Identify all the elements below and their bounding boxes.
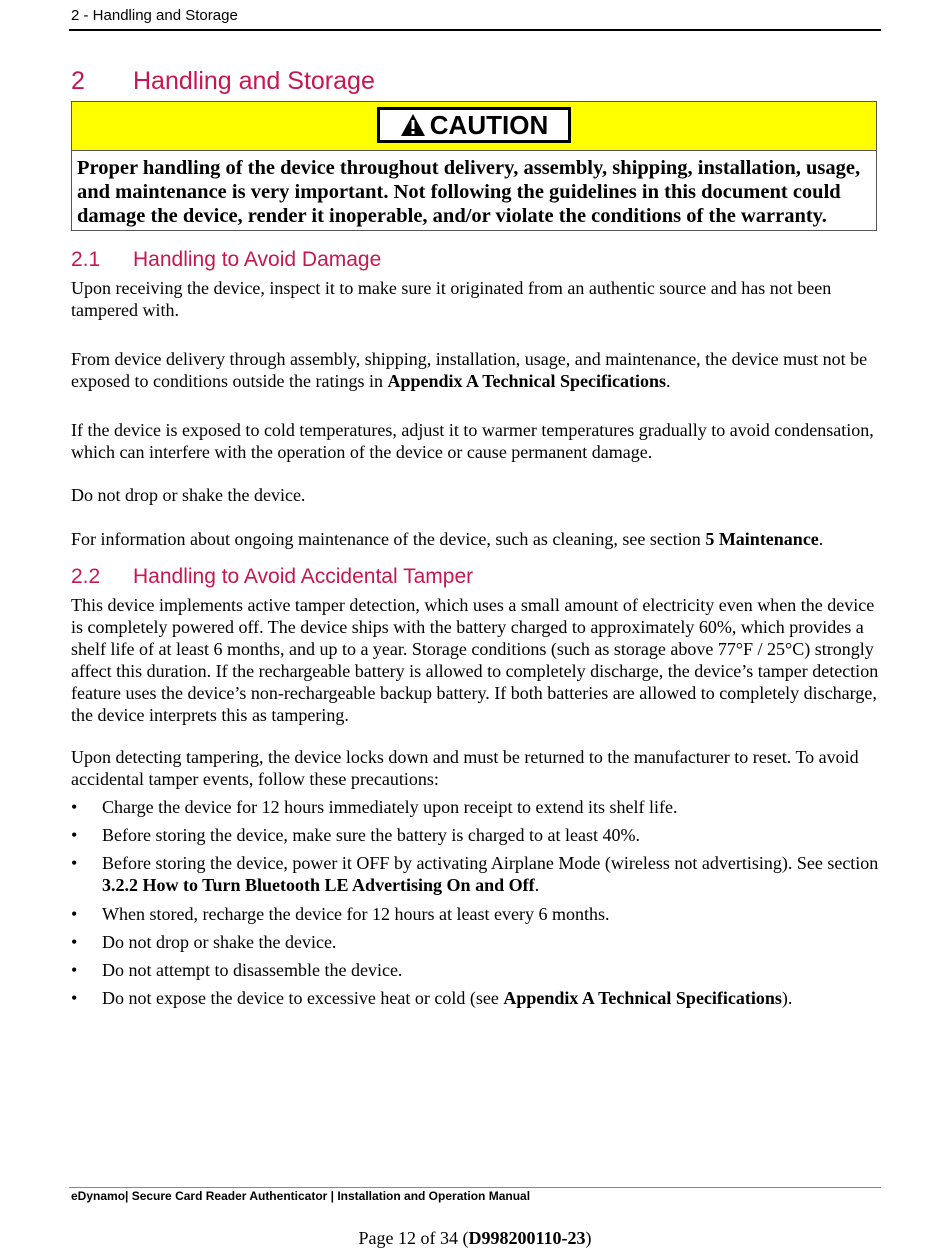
- paragraph: Upon detecting tampering, the device locks down and must be returned to the manufacturer to reset. To avoid accidental tamper events, follow these precautions:: [71, 747, 859, 789]
- paragraph: [71, 348, 883, 392]
- subsection-number: 2.1: [71, 248, 101, 271]
- caution-box: [71, 101, 877, 231]
- page-number-text: ): [585, 1228, 592, 1248]
- running-header: 2 - Handling and Storage: [71, 7, 238, 24]
- section-heading: [71, 67, 375, 96]
- list-item: • When stored, recharge the device for 12 hours at least every 6 months.: [71, 903, 883, 925]
- list-item-text: Do not expose the device to excessive heat or cold (see: [102, 988, 504, 1009]
- paragraph-text: .: [666, 371, 671, 391]
- section-number: 2: [71, 67, 85, 95]
- warning-triangle-icon: [400, 113, 426, 137]
- list-item: • Charge the device for 12 hours immediately upon receipt to extend its shelf life.: [71, 796, 883, 818]
- footer-product-line: eDynamo| Secure Card Reader Authenticator | Installation and Operation Manual: [71, 1189, 531, 1203]
- page-number: [0, 1228, 950, 1249]
- paragraph: This device implements active tamper detection, which uses a small amount of electricity even when the device is completely powered off. The device ships with the battery charged to approximately 60%, which provides a shelf life of at least 6 months, and up to a year. Storage conditions (such as storage above 77°F / 25°C) strongly affect this duration. If the rechargeable battery is allowed to completely discharge, the device’s tamper detection feature uses the device’s non-rechargeable backup battery. If both batteries are allowed to completely discharge, the device interprets this as tampering.: [71, 595, 879, 725]
- paragraph: If the device is exposed to cold temperatures, adjust it to warmer temperatures gradually to avoid condensation, which can interfere with the operation of the device or cause permanent damage.: [71, 420, 874, 462]
- paragraph: [71, 528, 883, 550]
- cross-reference: Appendix A Technical Specifications: [503, 988, 782, 1009]
- subsection-heading-2-1: [71, 248, 381, 272]
- subsection-title: Handling to Avoid Damage: [133, 248, 382, 271]
- cross-reference: Appendix A Technical Specifications: [387, 371, 667, 391]
- subsection-title: Handling to Avoid Accidental Tamper: [133, 565, 474, 588]
- caution-text: Proper handling of the device throughout delivery, assembly, shipping, installation, usage, and maintenance is very important. Not following the guidelines in this document could damage the device, render it inoperable, and/or violate the conditions of the warranty.: [77, 157, 861, 227]
- paragraph: Do not drop or shake the device.: [71, 485, 306, 505]
- list-item: • Before storing the device, make sure the battery is charged to at least 40%.: [71, 824, 883, 846]
- cross-reference: 3.2.2 How to Turn Bluetooth LE Advertising On and Off: [102, 875, 535, 896]
- caution-label-text: CAUTION: [429, 109, 549, 140]
- list-item-text: .: [534, 875, 540, 896]
- list-item: [71, 852, 883, 896]
- paragraph-text: .: [818, 529, 824, 549]
- caution-label: [377, 107, 571, 143]
- precautions-list: [71, 796, 883, 1015]
- footer-rule: [69, 1187, 881, 1188]
- list-item-text: ).: [781, 988, 793, 1009]
- section-title: Handling and Storage: [133, 67, 375, 95]
- document-number: D998200110-23: [468, 1228, 586, 1248]
- header-rule: [69, 29, 881, 31]
- paragraph-text: For information about ongoing maintenance of the device, such as cleaning, see section: [71, 529, 706, 549]
- caution-band: [72, 102, 876, 151]
- list-item: • Do not drop or shake the device.: [71, 931, 883, 953]
- paragraph-text: From device delivery through assembly, shipping, installation, usage, and maintenance, the device must not be exposed to conditions outside the ratings in: [71, 349, 868, 391]
- page-number-text: Page 12 of 34 (: [358, 1228, 469, 1248]
- list-item: • Do not attempt to disassemble the device.: [71, 959, 883, 981]
- subsection-number: 2.2: [71, 565, 101, 588]
- subsection-heading-2-2: [71, 565, 473, 589]
- paragraph: Upon receiving the device, inspect it to make sure it originated from an authentic source and has not been tampered with.: [71, 278, 832, 320]
- list-item: [71, 987, 883, 1009]
- list-item-text: Before storing the device, power it OFF by activating Airplane Mode (wireless not advertising). See section: [102, 853, 879, 874]
- cross-reference: 5 Maintenance: [705, 529, 819, 549]
